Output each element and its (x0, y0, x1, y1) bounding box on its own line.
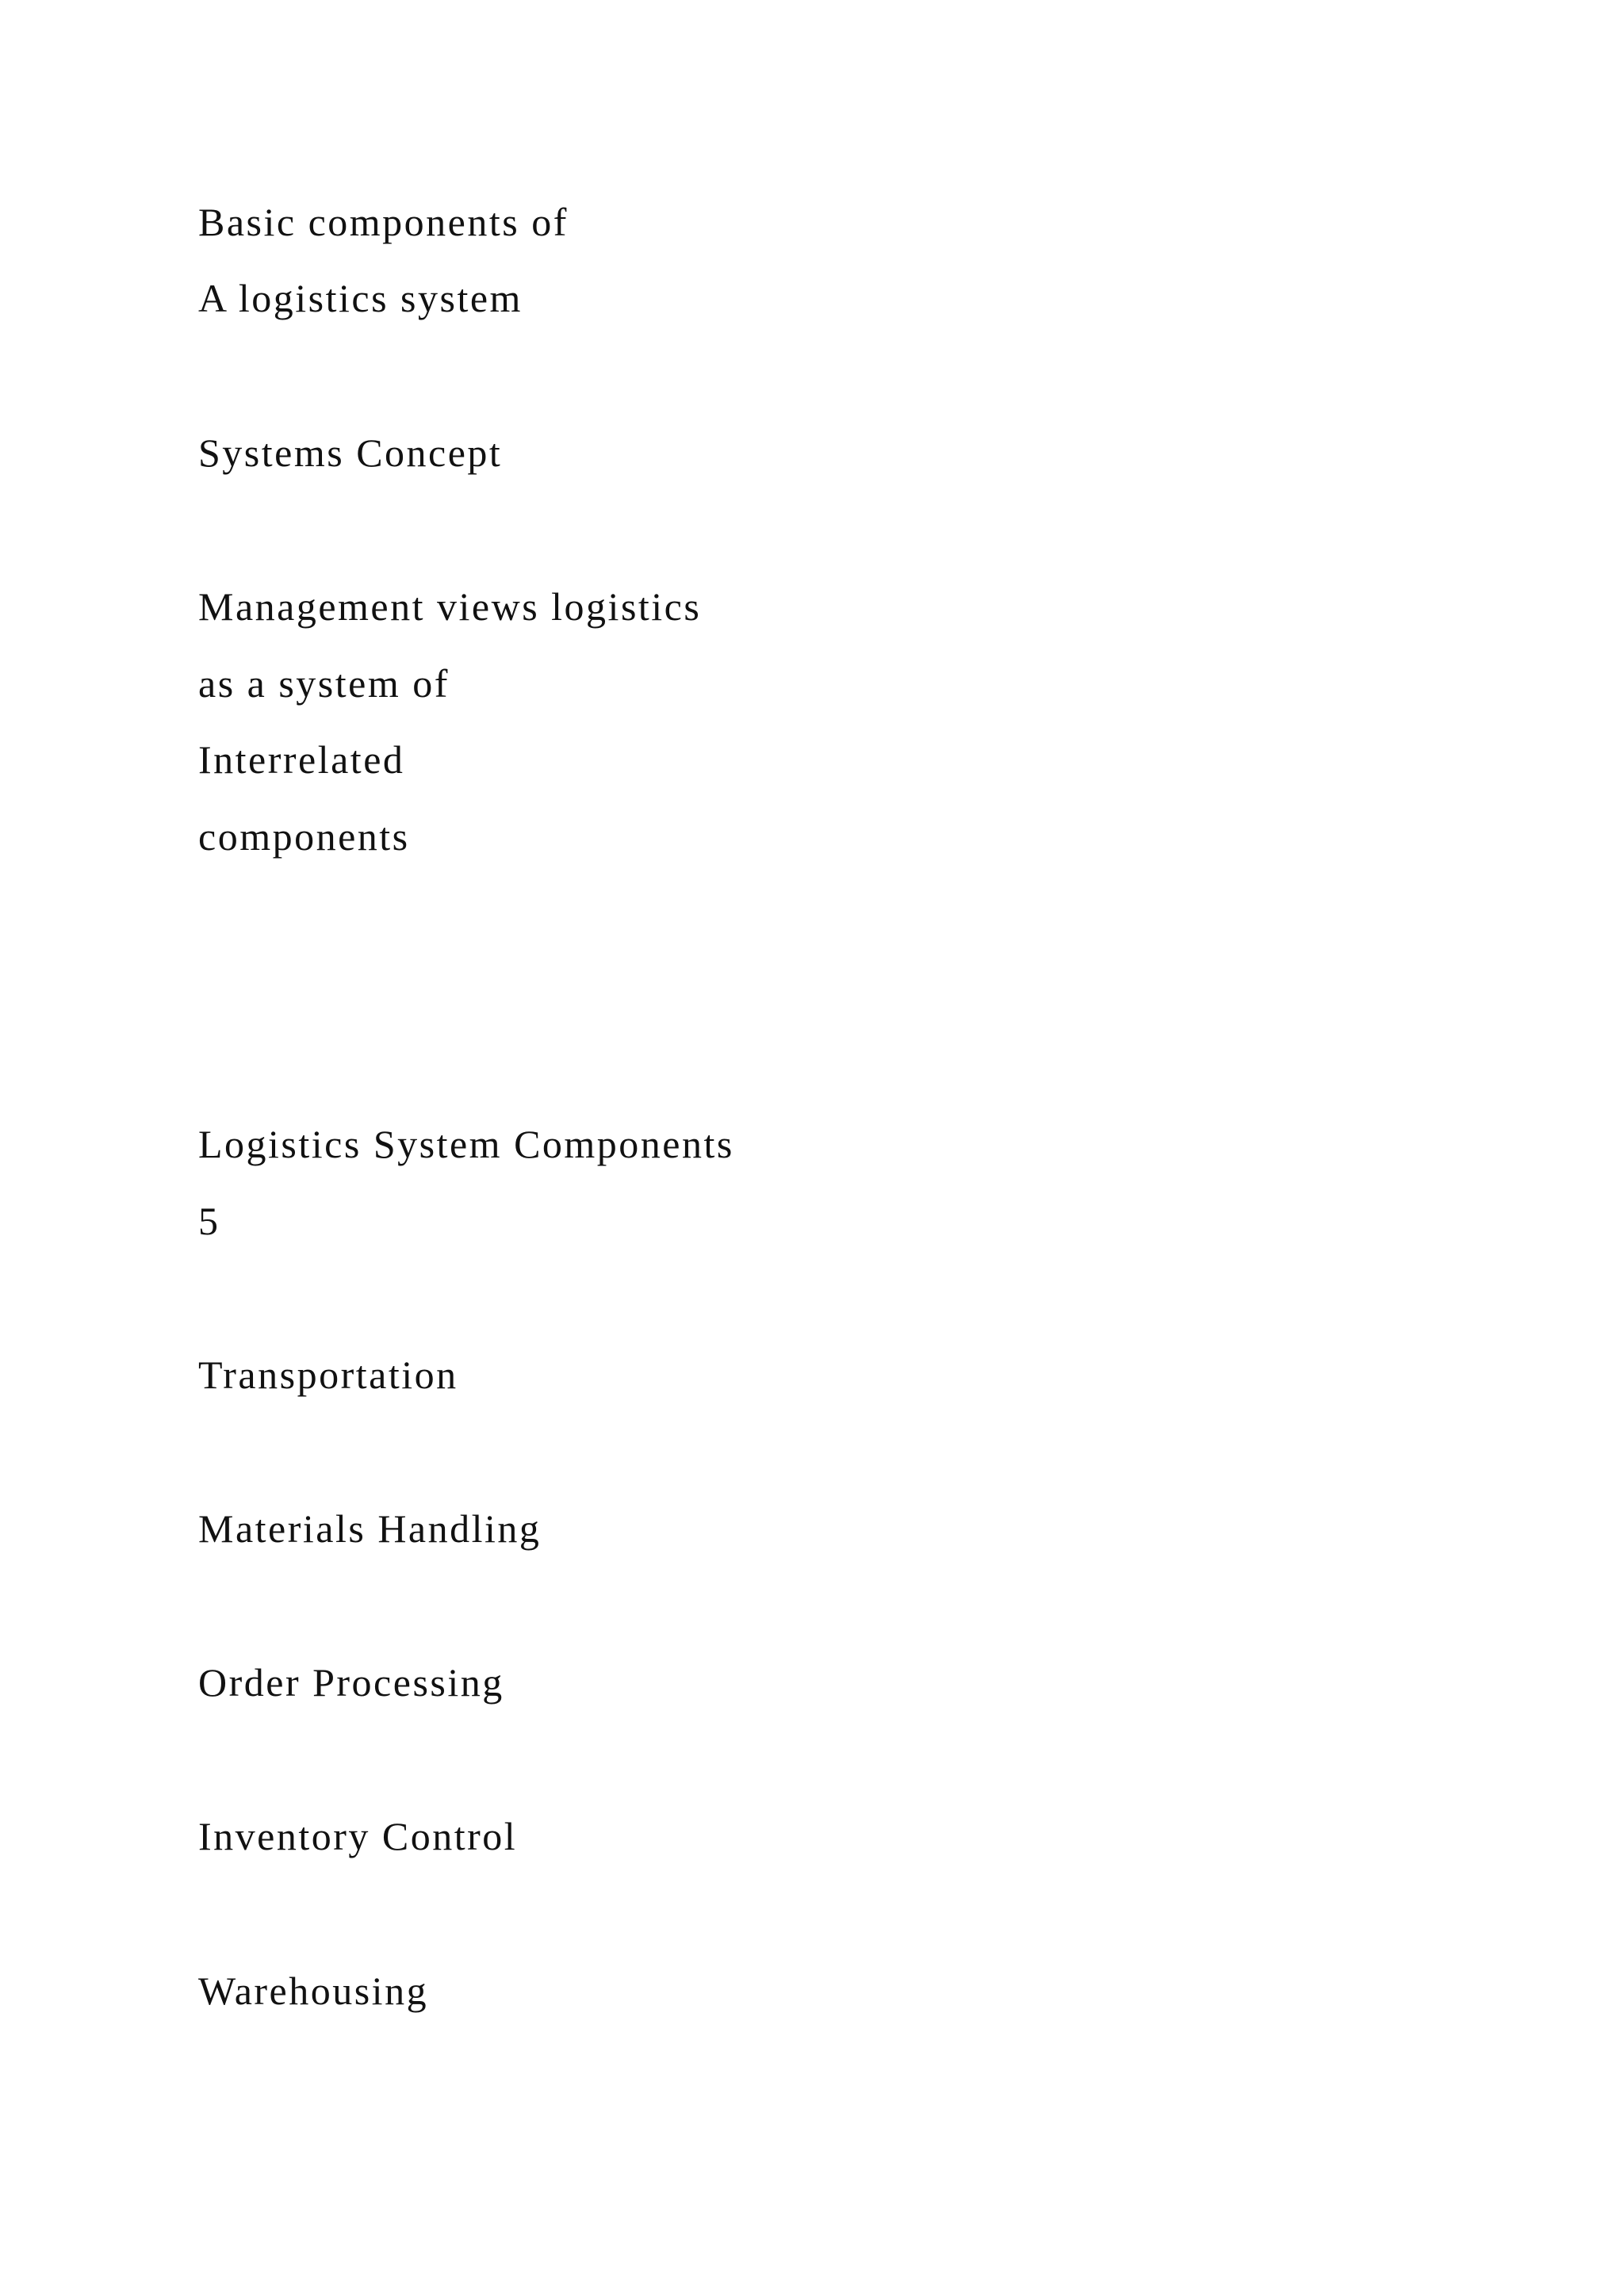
component-item-materials-handling: Materials Handling (198, 1506, 542, 1551)
section-heading-systems-concept: Systems Concept (198, 430, 503, 475)
paragraph-line-3: Interrelated (198, 737, 405, 782)
component-item-inventory-control: Inventory Control (198, 1814, 518, 1858)
component-item-transportation: Transportation (198, 1353, 458, 1397)
paragraph-line-2: as a system of (198, 661, 450, 706)
title-line-2: A logistics system (198, 276, 523, 320)
section-heading-logistics-system-components: Logistics System Components (198, 1122, 734, 1166)
paragraph-line-1: Management views logistics (198, 584, 702, 629)
component-item-warehousing: Warehousing (198, 1969, 429, 2013)
components-count: 5 (198, 1199, 220, 1243)
component-item-order-processing: Order Processing (198, 1660, 504, 1705)
paragraph-line-4: components (198, 814, 410, 859)
title-line-1: Basic components of (198, 200, 569, 244)
